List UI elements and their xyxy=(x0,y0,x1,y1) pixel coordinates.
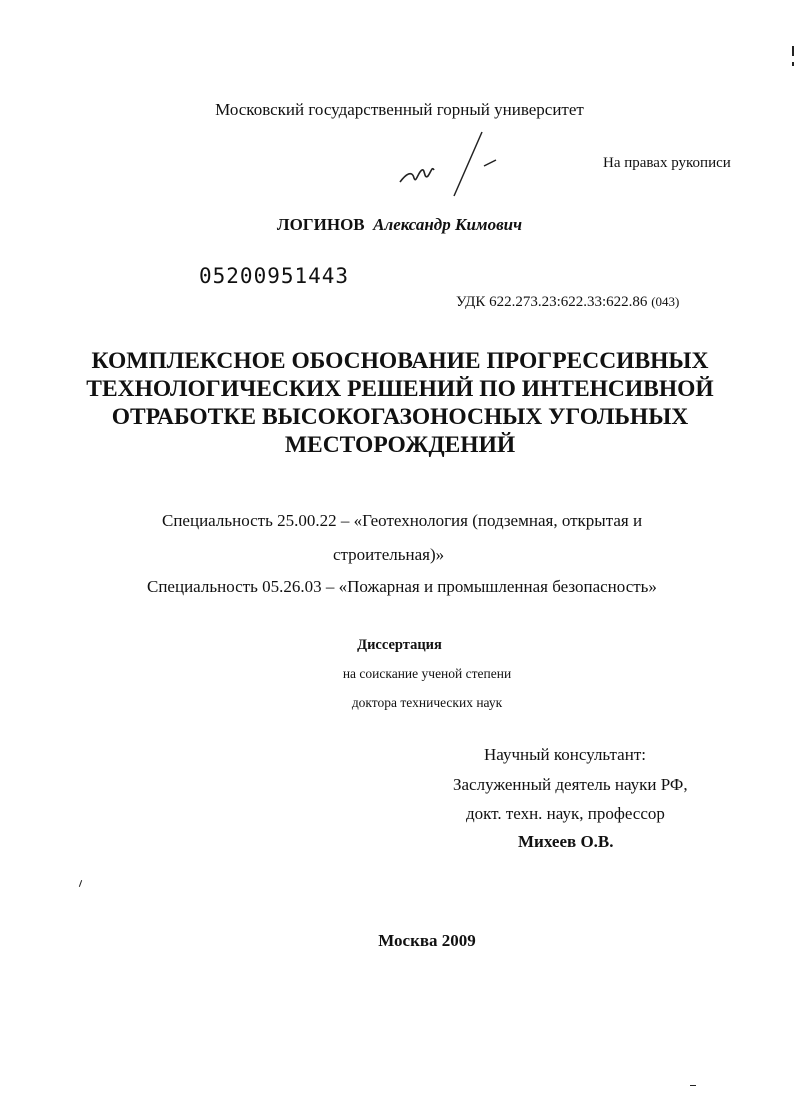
title-line: МЕСТОРОЖДЕНИЙ xyxy=(284,432,516,458)
consultant-name: Михеев О.В. xyxy=(518,832,614,851)
university-name: Московский государственный горный университет xyxy=(215,100,584,119)
scan-speck xyxy=(690,1085,696,1086)
consultant-label: Научный консультант: xyxy=(484,745,646,764)
title-line: КОМПЛЕКСНОЕ ОБОСНОВАНИЕ ПРОГРЕССИВНЫХ xyxy=(91,348,709,374)
author-name xyxy=(0,215,799,235)
scan-speck xyxy=(792,46,794,56)
degree-line-2: доктора технических наук xyxy=(351,695,503,710)
specialty-1-line-2: строительная)» xyxy=(333,545,445,564)
title-line: ОТРАБОТКЕ ВЫСОКОГАЗОНОСНЫХ УГОЛЬНЫХ xyxy=(111,404,689,430)
author-surname: ЛОГИНОВ xyxy=(276,215,365,234)
scan-speck xyxy=(792,62,794,66)
udk-code xyxy=(456,294,679,311)
dissertation-label: Диссертация xyxy=(357,637,442,653)
manuscript-rights-note: На правах рукописи xyxy=(603,155,731,171)
specialty-2: Специальность 05.26.03 – «Пожарная и промышленная безопасность» xyxy=(147,577,657,596)
library-stamp-number: 05200951443 xyxy=(199,264,350,288)
specialty-1-line-1: Специальность 25.00.22 – «Геотехнология (подземная, открытая и xyxy=(162,511,643,530)
title-line: ТЕХНОЛОГИЧЕСКИХ РЕШЕНИЙ ПО ИНТЕНСИВНОЙ xyxy=(86,376,714,402)
city-year: Москва 2009 xyxy=(378,931,476,950)
consultant-title-2: докт. техн. наук, профессор xyxy=(466,804,665,823)
udk-code-suffix: (043) xyxy=(651,294,680,309)
consultant-title-1: Заслуженный деятель науки РФ, xyxy=(453,775,688,794)
scan-speck xyxy=(79,880,82,887)
signature-mark xyxy=(392,130,502,200)
degree-line-1: на соискание ученой степени xyxy=(342,666,512,681)
udk-code-main: УДК 622.273.23:622.33:622.86 xyxy=(456,294,648,310)
author-given-name: Александр Кимович xyxy=(373,215,523,234)
dissertation-title xyxy=(60,347,740,459)
